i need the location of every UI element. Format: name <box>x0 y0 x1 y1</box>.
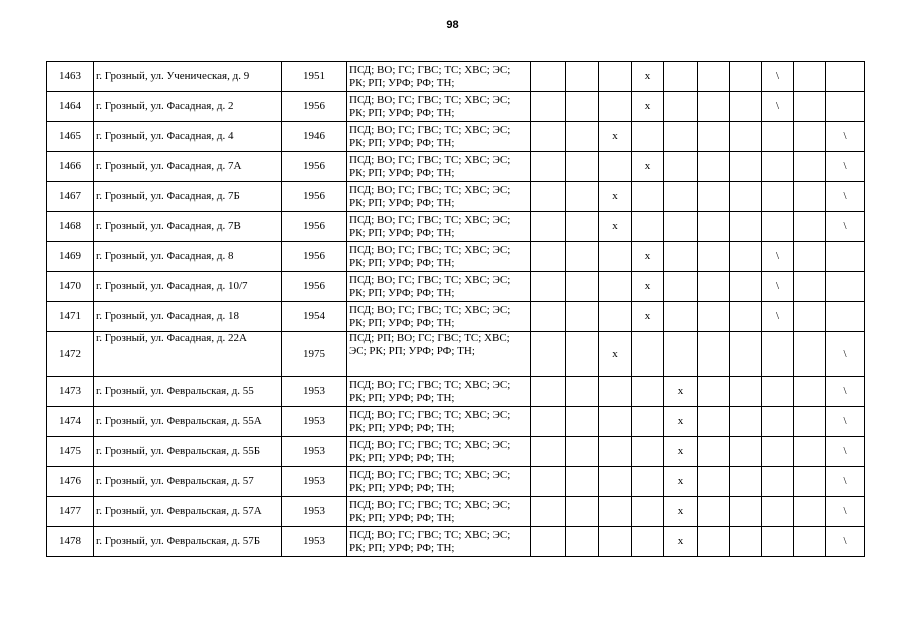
row-mark-cell <box>730 122 762 152</box>
row-mark-cell <box>698 302 730 332</box>
row-mark-cell: x <box>599 212 632 242</box>
row-mark-cell <box>566 152 599 182</box>
row-mark-cell <box>730 92 762 122</box>
row-year: 1956 <box>282 212 347 242</box>
row-mark-cell <box>566 467 599 497</box>
row-address: г. Грозный, ул. Февральская, д. 55 <box>94 377 282 407</box>
row-number: 1464 <box>47 92 94 122</box>
row-mark-cell <box>730 437 762 467</box>
row-mark-cell <box>730 302 762 332</box>
row-mark-cell: x <box>599 122 632 152</box>
row-address: г. Грозный, ул. Фасадная, д. 2 <box>94 92 282 122</box>
row-mark-cell <box>566 272 599 302</box>
row-mark-cell <box>599 152 632 182</box>
row-mark-cell <box>531 272 566 302</box>
row-address: г. Грозный, ул. Фасадная, д. 8 <box>94 242 282 272</box>
row-mark-cell <box>531 377 566 407</box>
row-year: 1953 <box>282 527 347 557</box>
row-mark-cell <box>762 182 794 212</box>
row-mark-cell <box>632 437 664 467</box>
table-row <box>47 212 865 242</box>
row-mark-cell <box>794 302 826 332</box>
row-mark-cell <box>698 152 730 182</box>
row-mark-cell: x <box>632 92 664 122</box>
row-address: г. Грозный, ул. Февральская, д. 57А <box>94 497 282 527</box>
row-address: г. Грозный, ул. Фасадная, д. 4 <box>94 122 282 152</box>
row-mark-cell <box>531 242 566 272</box>
row-mark-cell <box>531 467 566 497</box>
row-mark-cell: \ <box>762 242 794 272</box>
row-mark-cell <box>632 407 664 437</box>
row-mark-cell <box>794 332 826 377</box>
row-mark-cell <box>762 377 794 407</box>
row-mark-cell <box>698 92 730 122</box>
row-year: 1953 <box>282 407 347 437</box>
row-mark-cell <box>698 497 730 527</box>
row-number: 1475 <box>47 437 94 467</box>
row-mark-cell: x <box>664 467 698 497</box>
row-mark-cell <box>632 182 664 212</box>
row-mark-cell <box>730 272 762 302</box>
row-mark-cell: \ <box>826 467 865 497</box>
row-systems: ПСД; ВО; ГС; ГВС; ТС; ХВС; ЭС; РК; РП; УРФ; РФ; ТН; <box>347 62 531 92</box>
row-mark-cell <box>531 92 566 122</box>
row-mark-cell: \ <box>826 497 865 527</box>
row-mark-cell <box>566 182 599 212</box>
row-address: г. Грозный, ул. Фасадная, д. 7В <box>94 212 282 242</box>
row-mark-cell <box>566 497 599 527</box>
row-address: г. Грозный, ул. Фасадная, д. 7Б <box>94 182 282 212</box>
row-mark-cell <box>794 377 826 407</box>
row-address: г. Грозный, ул. Февральская, д. 57 <box>94 467 282 497</box>
row-mark-cell <box>566 122 599 152</box>
row-year: 1953 <box>282 467 347 497</box>
row-mark-cell <box>826 92 865 122</box>
row-mark-cell <box>794 182 826 212</box>
row-mark-cell <box>794 62 826 92</box>
row-mark-cell <box>762 122 794 152</box>
row-mark-cell <box>698 407 730 437</box>
row-mark-cell <box>664 182 698 212</box>
row-number: 1463 <box>47 62 94 92</box>
row-mark-cell <box>826 242 865 272</box>
row-mark-cell <box>664 212 698 242</box>
row-mark-cell: x <box>632 302 664 332</box>
row-mark-cell <box>531 437 566 467</box>
row-mark-cell <box>730 152 762 182</box>
row-mark-cell <box>632 212 664 242</box>
row-mark-cell <box>698 332 730 377</box>
row-mark-cell <box>531 182 566 212</box>
row-address: г. Грозный, ул. Фасадная, д. 7А <box>94 152 282 182</box>
table-row <box>47 332 865 377</box>
row-mark-cell <box>599 437 632 467</box>
row-year: 1956 <box>282 272 347 302</box>
row-mark-cell <box>730 497 762 527</box>
table-row <box>47 92 865 122</box>
row-mark-cell <box>730 242 762 272</box>
row-mark-cell: \ <box>826 182 865 212</box>
row-mark-cell <box>730 62 762 92</box>
building-registry-table <box>46 61 865 557</box>
row-mark-cell: \ <box>762 272 794 302</box>
row-mark-cell <box>599 302 632 332</box>
row-year: 1956 <box>282 92 347 122</box>
row-mark-cell <box>730 182 762 212</box>
row-mark-cell <box>566 332 599 377</box>
row-mark-cell <box>664 62 698 92</box>
row-address: г. Грозный, ул. Ученическая, д. 9 <box>94 62 282 92</box>
page-number: 98 <box>446 19 459 31</box>
row-mark-cell <box>599 467 632 497</box>
row-mark-cell <box>632 497 664 527</box>
row-mark-cell <box>794 272 826 302</box>
row-year: 1956 <box>282 182 347 212</box>
row-mark-cell <box>599 62 632 92</box>
row-mark-cell <box>632 122 664 152</box>
row-mark-cell: \ <box>762 62 794 92</box>
row-mark-cell <box>730 377 762 407</box>
row-address: г. Грозный, ул. Фасадная, д. 10/7 <box>94 272 282 302</box>
row-mark-cell: x <box>632 152 664 182</box>
row-number: 1466 <box>47 152 94 182</box>
row-systems: ПСД; ВО; ГС; ГВС; ТС; ХВС; ЭС; РК; РП; УРФ; РФ; ТН; <box>347 182 531 212</box>
row-mark-cell <box>762 332 794 377</box>
row-mark-cell <box>794 527 826 557</box>
row-mark-cell <box>599 377 632 407</box>
row-address: г. Грозный, ул. Февральская, д. 55Б <box>94 437 282 467</box>
table-row <box>47 122 865 152</box>
row-mark-cell <box>599 407 632 437</box>
row-systems: ПСД; ВО; ГС; ГВС; ТС; ХВС; ЭС; РК; РП; УРФ; РФ; ТН; <box>347 377 531 407</box>
table-row <box>47 242 865 272</box>
row-mark-cell <box>698 437 730 467</box>
row-mark-cell <box>730 467 762 497</box>
row-mark-cell <box>531 332 566 377</box>
row-mark-cell: \ <box>826 212 865 242</box>
row-mark-cell <box>632 332 664 377</box>
row-mark-cell <box>698 182 730 212</box>
row-mark-cell <box>566 92 599 122</box>
row-mark-cell <box>566 437 599 467</box>
row-mark-cell <box>794 92 826 122</box>
row-number: 1465 <box>47 122 94 152</box>
row-year: 1946 <box>282 122 347 152</box>
row-year: 1951 <box>282 62 347 92</box>
row-mark-cell <box>531 497 566 527</box>
row-year: 1953 <box>282 377 347 407</box>
row-mark-cell <box>531 122 566 152</box>
row-mark-cell: x <box>664 497 698 527</box>
table-row <box>47 527 865 557</box>
row-mark-cell <box>664 92 698 122</box>
row-number: 1471 <box>47 302 94 332</box>
row-mark-cell <box>794 437 826 467</box>
row-mark-cell <box>730 407 762 437</box>
row-mark-cell: \ <box>762 92 794 122</box>
row-mark-cell <box>698 272 730 302</box>
row-systems: ПСД; ВО; ГС; ГВС; ТС; ХВС; ЭС; РК; РП; УРФ; РФ; ТН; <box>347 212 531 242</box>
row-mark-cell: x <box>599 332 632 377</box>
row-mark-cell: x <box>599 182 632 212</box>
row-year: 1956 <box>282 242 347 272</box>
row-address: г. Грозный, ул. Фасадная, д. 18 <box>94 302 282 332</box>
row-mark-cell <box>762 437 794 467</box>
row-mark-cell: \ <box>826 377 865 407</box>
row-mark-cell <box>794 407 826 437</box>
row-mark-cell <box>794 152 826 182</box>
row-mark-cell <box>762 467 794 497</box>
row-mark-cell <box>698 212 730 242</box>
row-mark-cell: \ <box>826 437 865 467</box>
row-mark-cell: x <box>632 242 664 272</box>
row-year: 1953 <box>282 437 347 467</box>
row-mark-cell <box>826 272 865 302</box>
row-mark-cell <box>566 62 599 92</box>
row-systems: ПСД; ВО; ГС; ГВС; ТС; ХВС; ЭС; РК; РП; УРФ; РФ; ТН; <box>347 272 531 302</box>
row-number: 1468 <box>47 212 94 242</box>
row-number: 1477 <box>47 497 94 527</box>
row-mark-cell <box>762 212 794 242</box>
row-systems: ПСД; ВО; ГС; ГВС; ТС; ХВС; ЭС; РК; РП; УРФ; РФ; ТН; <box>347 242 531 272</box>
row-mark-cell <box>762 152 794 182</box>
row-number: 1474 <box>47 407 94 437</box>
row-systems: ПСД; РП; ВО; ГС; ГВС; ТС; ХВС; ЭС; РК; РП; УРФ; РФ; ТН; <box>347 332 531 377</box>
table-row <box>47 497 865 527</box>
row-systems: ПСД; ВО; ГС; ГВС; ТС; ХВС; ЭС; РК; РП; УРФ; РФ; ТН; <box>347 122 531 152</box>
row-systems: ПСД; ВО; ГС; ГВС; ТС; ХВС; ЭС; РК; РП; УРФ; РФ; ТН; <box>347 92 531 122</box>
row-mark-cell: \ <box>826 332 865 377</box>
table-row <box>47 62 865 92</box>
row-mark-cell: \ <box>826 152 865 182</box>
row-mark-cell <box>566 212 599 242</box>
row-mark-cell <box>664 302 698 332</box>
row-number: 1472 <box>47 332 94 377</box>
row-mark-cell <box>566 377 599 407</box>
row-mark-cell <box>794 122 826 152</box>
row-mark-cell <box>531 302 566 332</box>
row-address: г. Грозный, ул. Фасадная, д. 22А <box>94 332 282 377</box>
row-mark-cell <box>698 467 730 497</box>
row-mark-cell <box>599 272 632 302</box>
row-mark-cell: x <box>664 437 698 467</box>
row-number: 1469 <box>47 242 94 272</box>
row-mark-cell <box>826 62 865 92</box>
row-number: 1476 <box>47 467 94 497</box>
row-mark-cell <box>664 332 698 377</box>
row-mark-cell <box>794 497 826 527</box>
row-mark-cell <box>730 332 762 377</box>
row-year: 1953 <box>282 497 347 527</box>
table-row <box>47 467 865 497</box>
row-mark-cell: x <box>664 527 698 557</box>
row-year: 1954 <box>282 302 347 332</box>
row-mark-cell <box>531 62 566 92</box>
row-mark-cell <box>599 242 632 272</box>
row-systems: ПСД; ВО; ГС; ГВС; ТС; ХВС; ЭС; РК; РП; УРФ; РФ; ТН; <box>347 497 531 527</box>
row-mark-cell: \ <box>762 302 794 332</box>
row-mark-cell <box>531 527 566 557</box>
row-mark-cell <box>531 212 566 242</box>
row-systems: ПСД; ВО; ГС; ГВС; ТС; ХВС; ЭС; РК; РП; УРФ; РФ; ТН; <box>347 437 531 467</box>
row-mark-cell <box>698 62 730 92</box>
row-systems: ПСД; ВО; ГС; ГВС; ТС; ХВС; ЭС; РК; РП; УРФ; РФ; ТН; <box>347 527 531 557</box>
row-mark-cell: \ <box>826 527 865 557</box>
row-mark-cell: \ <box>826 407 865 437</box>
table-row <box>47 407 865 437</box>
row-mark-cell <box>762 407 794 437</box>
row-mark-cell <box>664 242 698 272</box>
row-mark-cell <box>566 242 599 272</box>
row-mark-cell <box>632 467 664 497</box>
row-systems: ПСД; ВО; ГС; ГВС; ТС; ХВС; ЭС; РК; РП; УРФ; РФ; ТН; <box>347 407 531 437</box>
row-number: 1467 <box>47 182 94 212</box>
row-mark-cell <box>599 92 632 122</box>
row-mark-cell <box>664 122 698 152</box>
row-mark-cell <box>698 527 730 557</box>
row-mark-cell <box>794 242 826 272</box>
table-row <box>47 437 865 467</box>
row-mark-cell <box>698 377 730 407</box>
row-systems: ПСД; ВО; ГС; ГВС; ТС; ХВС; ЭС; РК; РП; УРФ; РФ; ТН; <box>347 302 531 332</box>
row-systems: ПСД; ВО; ГС; ГВС; ТС; ХВС; ЭС; РК; РП; УРФ; РФ; ТН; <box>347 467 531 497</box>
row-mark-cell <box>566 302 599 332</box>
row-year: 1956 <box>282 152 347 182</box>
row-mark-cell <box>566 527 599 557</box>
row-mark-cell: x <box>632 62 664 92</box>
row-systems: ПСД; ВО; ГС; ГВС; ТС; ХВС; ЭС; РК; РП; УРФ; РФ; ТН; <box>347 152 531 182</box>
row-address: г. Грозный, ул. Февральская, д. 57Б <box>94 527 282 557</box>
table-row <box>47 152 865 182</box>
row-mark-cell <box>632 377 664 407</box>
row-mark-cell <box>664 152 698 182</box>
row-number: 1478 <box>47 527 94 557</box>
row-mark-cell <box>664 272 698 302</box>
row-mark-cell <box>794 212 826 242</box>
row-mark-cell <box>762 497 794 527</box>
row-mark-cell: \ <box>826 122 865 152</box>
row-mark-cell <box>531 152 566 182</box>
row-mark-cell <box>698 122 730 152</box>
row-mark-cell: x <box>664 407 698 437</box>
table-row <box>47 272 865 302</box>
row-mark-cell: x <box>632 272 664 302</box>
row-mark-cell <box>698 242 730 272</box>
row-number: 1470 <box>47 272 94 302</box>
row-address: г. Грозный, ул. Февральская, д. 55А <box>94 407 282 437</box>
row-mark-cell: x <box>664 377 698 407</box>
row-mark-cell <box>762 527 794 557</box>
row-mark-cell <box>599 497 632 527</box>
row-mark-cell <box>730 212 762 242</box>
row-mark-cell <box>566 407 599 437</box>
table-row <box>47 302 865 332</box>
row-mark-cell <box>632 527 664 557</box>
table-body <box>47 62 865 557</box>
row-year: 1975 <box>282 332 347 377</box>
table-row <box>47 377 865 407</box>
row-mark-cell <box>531 407 566 437</box>
row-mark-cell <box>599 527 632 557</box>
row-number: 1473 <box>47 377 94 407</box>
row-mark-cell <box>794 467 826 497</box>
row-mark-cell <box>730 527 762 557</box>
table-row <box>47 182 865 212</box>
row-mark-cell <box>826 302 865 332</box>
